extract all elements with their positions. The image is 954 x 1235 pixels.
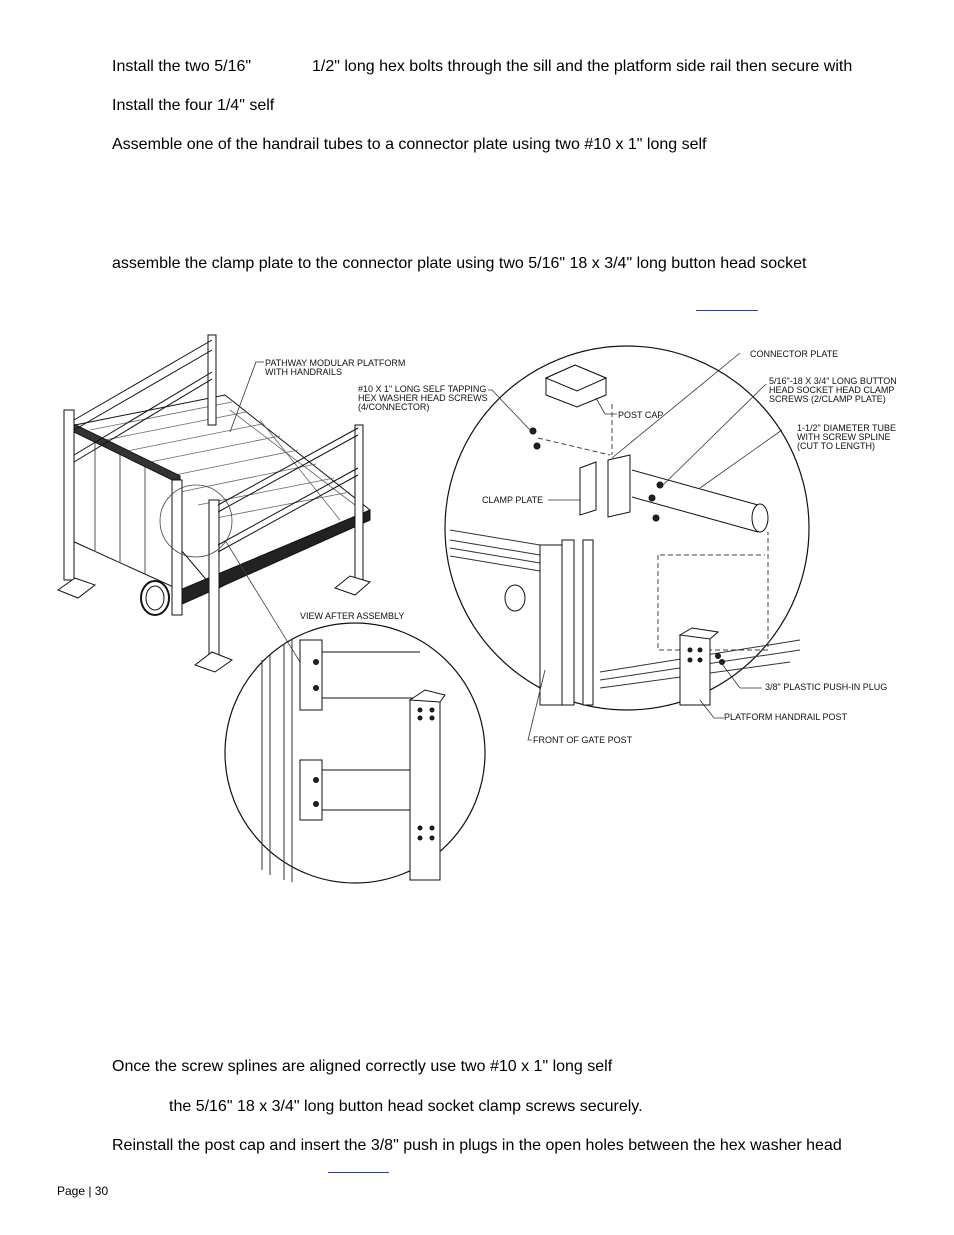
instruction-line-6: the 5/16" 18 x 3/4" long button head socket clamp screws securely.: [169, 1098, 643, 1115]
instruction-line-2: Install the four 1/4" self: [112, 97, 275, 114]
instruction-line-4: assemble the clamp plate to the connector plate using two 5/16" 18 x 3/4" long button head socket: [112, 255, 807, 272]
instruction-line-1-part1: Install the two 5/16": [112, 58, 252, 75]
label-gate-post: FRONT OF GATE POST: [533, 735, 633, 745]
instruction-line-3: Assemble one of the handrail tubes to a connector plate using two #10 x 1" long self: [112, 136, 707, 153]
label-push-plug: 3/8" PLASTIC PUSH-IN PLUG: [765, 682, 888, 692]
page-number: Page | 30: [57, 1184, 109, 1198]
label-screws-1: #10 X 1" LONG SELF TAPPING: [358, 384, 487, 394]
instruction-line-7: Reinstall the post cap and insert the 3/8" push in plugs in the open holes between the hex washer head: [112, 1137, 842, 1154]
label-clamp-screws-3: SCREWS (2/CLAMP PLATE): [769, 394, 886, 404]
label-clamp-plate: CLAMP PLATE: [482, 495, 544, 505]
platform-drawing: [58, 335, 370, 672]
label-clamp-screws-1: 5/16"-18 X 3/4" LONG BUTTON: [769, 376, 897, 386]
instruction-line-1-part2: 1/2" long hex bolts through the sill and the platform side rail then secure with: [312, 58, 853, 75]
label-connector-plate: CONNECTOR PLATE: [750, 349, 839, 359]
label-clamp-screws-2: HEAD SOCKET HEAD CLAMP: [769, 385, 895, 395]
label-post-cap: POST CAP: [618, 410, 664, 420]
label-view-after: VIEW AFTER ASSEMBLY: [300, 611, 405, 621]
label-platform-2: WITH HANDRAILS: [265, 367, 343, 377]
label-tube-1: 1-1/2" DIAMETER TUBE: [797, 423, 897, 433]
instruction-line-5: Once the screw splines are aligned correctly use two #10 x 1" long self: [112, 1058, 613, 1075]
label-handrail-post: PLATFORM HANDRAIL POST: [724, 712, 848, 722]
label-tube-3: (CUT TO LENGTH): [797, 441, 876, 451]
label-screws-3: (4/CONNECTOR): [358, 402, 430, 412]
label-platform-1: PATHWAY MODULAR PLATFORM: [265, 358, 406, 368]
assembled-view: [225, 623, 485, 883]
label-screws-2: HEX WASHER HEAD SCREWS: [358, 393, 488, 403]
label-tube-2: WITH SCREW SPLINE: [797, 432, 891, 442]
